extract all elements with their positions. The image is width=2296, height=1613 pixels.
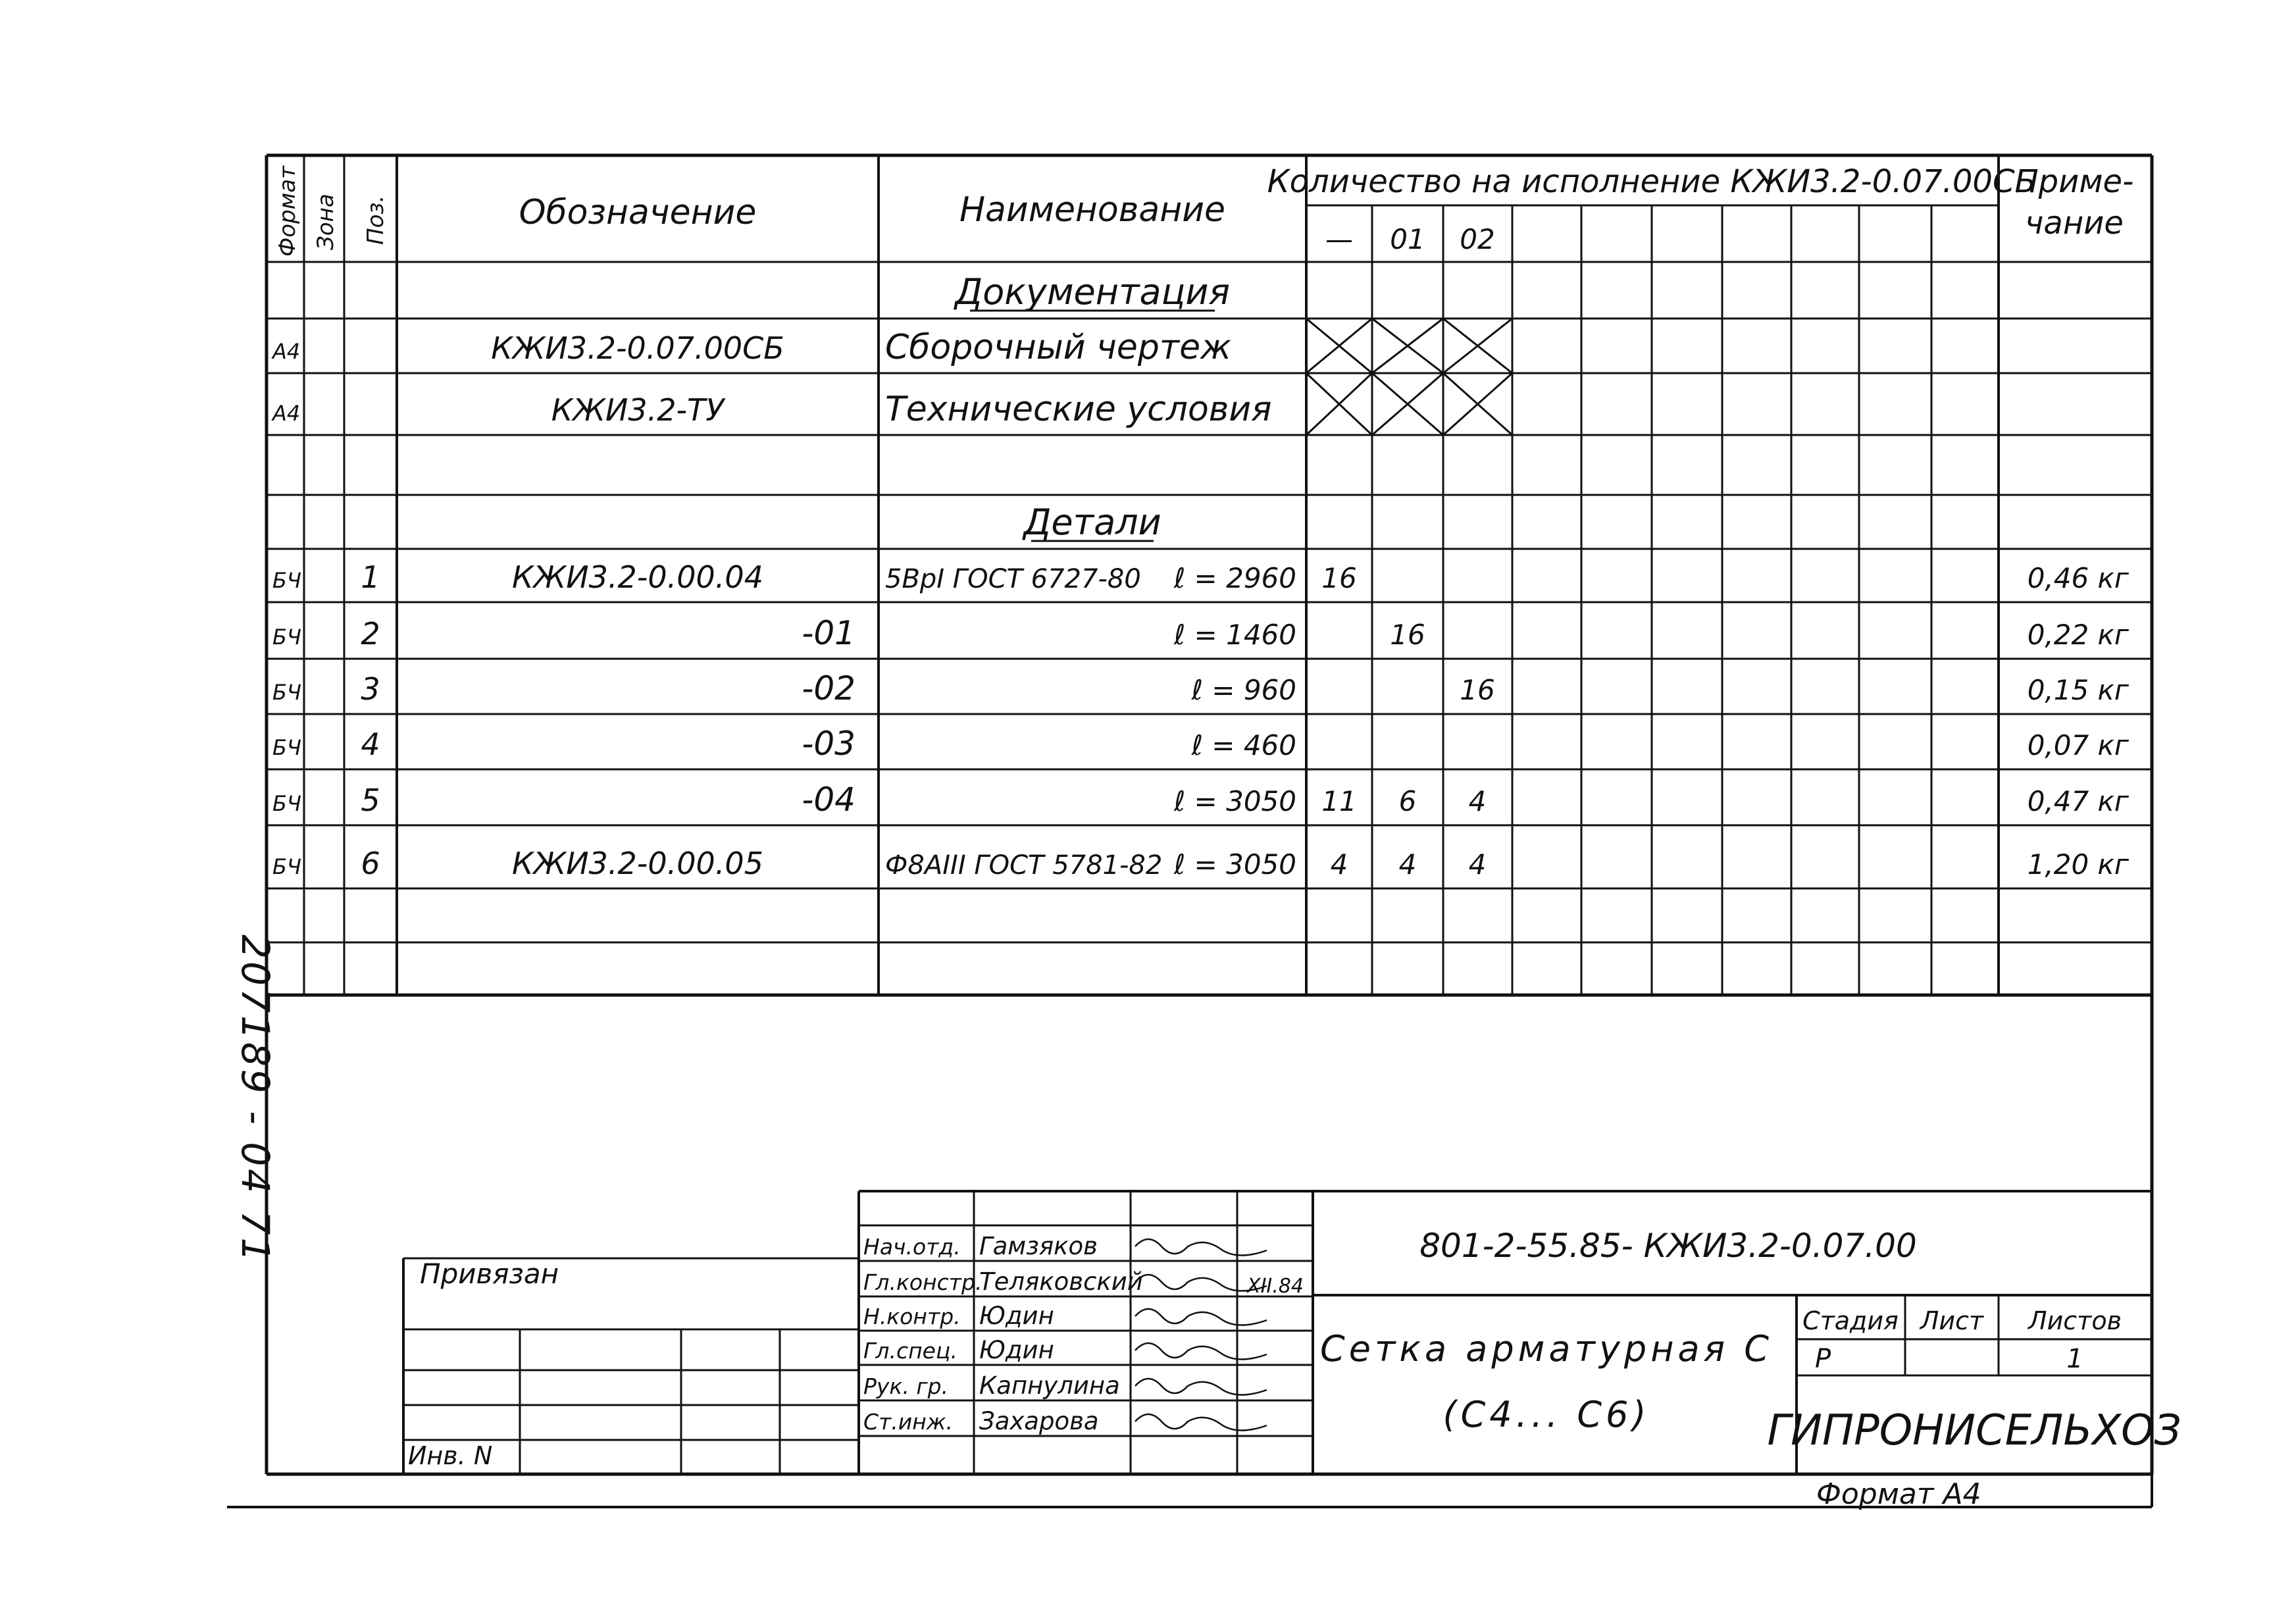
- cell-pos: 2: [361, 616, 380, 652]
- cell-length: ℓ = 1460: [1173, 619, 1296, 651]
- cell-format: БЧ: [272, 854, 301, 879]
- cell-designation: -04: [802, 781, 855, 819]
- signature-role: Н.контр.: [863, 1304, 961, 1329]
- cell-name: Технические условия: [885, 390, 1272, 429]
- cell-designation: -02: [802, 669, 855, 707]
- header-pos: Поз.: [363, 195, 389, 245]
- signature-name: Юдин: [979, 1302, 1054, 1330]
- organization: ГИПРОНИСЕЛЬХОЗ: [1767, 1406, 2181, 1455]
- section-title: Документация: [955, 271, 1230, 313]
- sheet-label: Лист: [1920, 1306, 1984, 1335]
- cell-pos: 5: [361, 782, 380, 818]
- cell-format: БЧ: [272, 680, 301, 705]
- cell-designation: -03: [802, 725, 855, 763]
- signature-scribble: [1135, 1343, 1267, 1360]
- cell-quantity: 16: [1460, 674, 1495, 706]
- cell-pos: 1: [361, 559, 380, 595]
- cell-quantity: 4: [1468, 785, 1487, 817]
- header-quantity: Количество на исполнение КЖИ3.2-0.07.00СБ: [1267, 163, 2037, 200]
- header-name: Наименование: [959, 190, 1226, 230]
- signature-name: Капнулина: [979, 1371, 1120, 1400]
- cell-length: ℓ = 460: [1191, 729, 1296, 761]
- cell-note: 0,22 кг: [2027, 619, 2129, 651]
- signature-role: Рук. гр.: [863, 1373, 949, 1399]
- stage-value: Р: [1814, 1344, 1831, 1374]
- cell-quantity: 4: [1468, 848, 1487, 881]
- drawing-subtitle: (С4... С6): [1442, 1394, 1650, 1435]
- cell-designation: -01: [802, 614, 855, 652]
- cell-note: 0,47 кг: [2027, 785, 2129, 817]
- cell-format: БЧ: [272, 735, 301, 760]
- sheets-value: 1: [2066, 1344, 2083, 1374]
- signatures-layer: [1135, 1239, 1267, 1431]
- cell-note: 0,15 кг: [2027, 674, 2129, 706]
- signature-role: Гл.констр.: [863, 1269, 982, 1295]
- cell-format: А4: [272, 339, 301, 364]
- cell-quantity: 4: [1398, 848, 1417, 881]
- side-stamp: 207189 - 04 71: [233, 935, 278, 1265]
- header-note: чание: [2025, 205, 2124, 242]
- cell-note: 0,07 кг: [2027, 729, 2129, 761]
- signature-name: Юдин: [979, 1336, 1054, 1364]
- cell-length: ℓ = 3050: [1173, 848, 1296, 881]
- cell-quantity: 6: [1398, 785, 1417, 817]
- cell-designation: КЖИ3.2-ТУ: [551, 392, 725, 428]
- signature-name: Захарова: [979, 1407, 1099, 1435]
- signature-name: Теляковский: [979, 1267, 1143, 1296]
- cell-pos: 4: [361, 727, 380, 762]
- cell-length: ℓ = 2960: [1173, 562, 1296, 594]
- document-code: 801-2-55.85- КЖИ3.2-0.07.00: [1419, 1227, 1917, 1265]
- cell-name: Ф8АIII ГОСТ 5781-82: [885, 850, 1163, 881]
- cell-format: БЧ: [272, 791, 301, 816]
- signature-scribble: [1135, 1309, 1267, 1325]
- cell-quantity: 11: [1321, 785, 1357, 817]
- variant-header: 01: [1390, 223, 1425, 255]
- variant-header: 02: [1460, 223, 1495, 255]
- format-label: Формат А4: [1816, 1477, 1981, 1511]
- text-layer: [233, 163, 2181, 1511]
- privyazan-label: Привязан: [420, 1258, 559, 1290]
- section-title: Детали: [1023, 501, 1161, 543]
- header-note: Приме-: [2014, 163, 2134, 200]
- cell-quantity: 16: [1390, 619, 1425, 651]
- cell-format: А4: [272, 401, 301, 426]
- cell-designation: КЖИ3.2-0.07.00СБ: [491, 330, 784, 366]
- signature-scribble: [1135, 1379, 1267, 1395]
- cell-quantity: 16: [1321, 562, 1357, 594]
- cell-pos: 3: [361, 671, 380, 707]
- cell-length: ℓ = 960: [1191, 674, 1296, 706]
- stage-label: Стадия: [1802, 1306, 1899, 1335]
- cell-format: БЧ: [272, 568, 301, 593]
- date: XII.84: [1247, 1275, 1304, 1298]
- cross-marks: [1306, 319, 1512, 435]
- signature-scribble: [1135, 1239, 1267, 1256]
- signature-scribble: [1135, 1414, 1267, 1431]
- cell-designation: КЖИ3.2-0.00.05: [512, 846, 763, 881]
- header-format: Формат: [274, 166, 301, 257]
- header-zone: Зона: [313, 193, 339, 250]
- variant-header: —: [1325, 223, 1353, 255]
- signature-name: Гамзяков: [979, 1232, 1098, 1260]
- sheets-label: Листов: [2028, 1306, 2122, 1335]
- cell-format: БЧ: [272, 625, 301, 650]
- signature-role: Гл.спец.: [863, 1338, 957, 1364]
- cell-length: ℓ = 3050: [1173, 785, 1296, 817]
- cell-name: 5ВрI ГОСТ 6727-80: [885, 564, 1141, 594]
- drawing-title: Сетка арматурная С: [1320, 1328, 1773, 1370]
- header-designation: Обозначение: [519, 193, 757, 232]
- cell-note: 1,20 кг: [2027, 848, 2129, 881]
- cell-designation: КЖИ3.2-0.00.04: [512, 559, 763, 595]
- cell-name: Сборочный чертеж: [885, 328, 1231, 367]
- cell-pos: 6: [361, 846, 380, 881]
- signature-role: Ст.инж.: [863, 1409, 953, 1435]
- cell-quantity: 4: [1330, 848, 1348, 881]
- signature-role: Нач.отд.: [863, 1234, 961, 1260]
- inv-label: Инв. N: [408, 1441, 493, 1470]
- cell-note: 0,46 кг: [2027, 562, 2129, 594]
